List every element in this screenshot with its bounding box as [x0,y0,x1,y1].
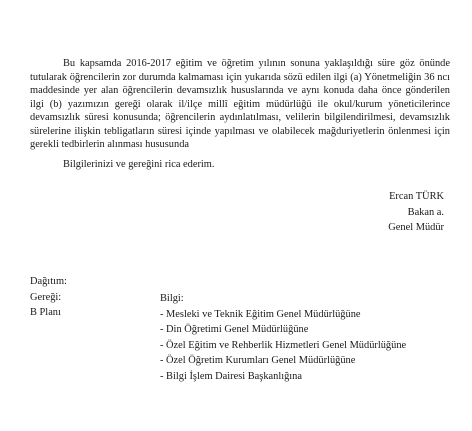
info-item: - Özel Eğitim ve Rehberlik Hizmetleri Genel Müdürlüğüne [160,339,407,351]
main-paragraph: Bu kapsamda 2016-2017 eğitim ve öğretim yılının sonuna yaklaşıldığı süre göz önünde tutularak öğrencilerin zor durumda kalmaması için yukarıda sözü edilen ilgi (a) Yönetmeliğin 36 ncı maddesinde yer alan öğrencilerin devamsızlık hususlarında ve aynı konuda daha önce gönderilen ilgi (b) yazımızın gereği olarak il/ilçe millî eğitim müdürlüğü ile okul/kurum yöneticilerince devamsızlık süresi konusunda; öğrencilerin aydınlatılması, velilerin bilgilendirilmesi, devamsızlık sürelerine ilişkin tebligatların süresi içinde yapılması ve olabilecek mağduriyetlerin önlenmesi için gerekli tedbirlerin alınması hususunda [30,58,450,150]
distribution-labels [30,274,67,321]
info-item: - Bilgi İşlem Dairesi Başkanlığına [160,370,302,382]
signatory-position: Genel Müdür [388,222,444,233]
info-label: Bilgi: [160,293,184,304]
action-value: B Planı [30,307,61,318]
info-item: - Mesleki ve Teknik Eğitim Genel Müdürlüğüne [160,308,361,320]
action-label: Gereği: [30,291,62,303]
signatory-name: Ercan TÜRK [389,191,444,202]
closing-line: Bilgilerinizi ve gereğini rica ederim. [63,158,215,170]
info-list [160,291,406,384]
signatory-title: Bakan a. [407,206,444,218]
distribution-label: Dağıtım: [30,276,67,287]
info-item: - Din Öğretimi Genel Müdürlüğüne [160,324,309,335]
info-item: - Özel Öğretim Kurumları Genel Müdürlüğüne [160,355,356,366]
signature-block [388,189,444,236]
letter-body [30,57,450,171]
